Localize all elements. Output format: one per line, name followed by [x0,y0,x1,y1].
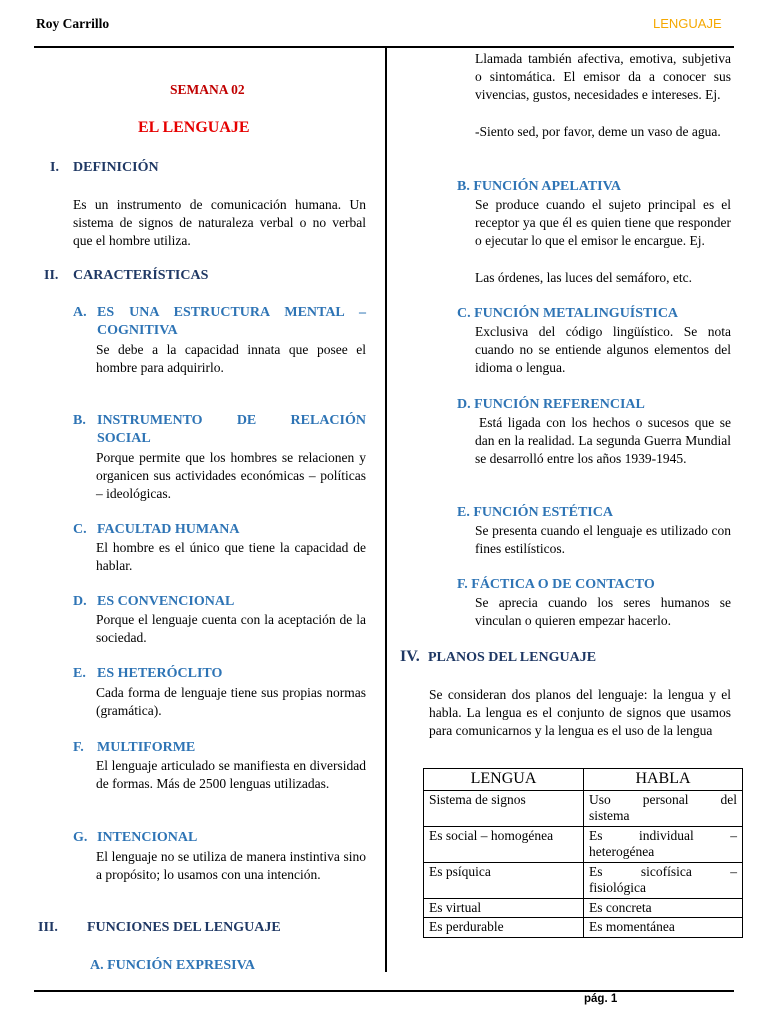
cell-line: sistema [589,808,630,823]
table-cell [584,790,743,826]
characteristic-g-text: El lenguaje no se utiliza de manera instintiva sino a propósito; lo usamos con una intención. [96,849,366,883]
cell-line: Uso personal del [589,791,737,807]
characteristic-d-text: Porque el lenguaje cuenta con la aceptación de la sociedad. [96,612,366,646]
cell-line: fisiológica [589,880,646,895]
table-cell [584,826,743,862]
characteristic-a-text: Se debe a la capacidad innata que posee el hombre para adquirirlo. [96,342,366,376]
item-letter: E. [73,666,86,681]
item-title-line: SOCIAL [97,431,151,446]
table-cell: Es psíquica [424,862,584,898]
header-rule [34,46,734,48]
section-number: I. [50,160,59,175]
characteristic-b-text: Porque permite que los hombres se relacionen y organicen sus actividades económicas – políticas – ideológicas. [96,450,366,502]
page-number: pág. 1 [584,993,618,1005]
item-title-line: COGNITIVA [97,323,178,338]
table-cell: Es virtual [424,898,584,918]
definition-text: Es un instrumento de comunicación humana. Un sistema de signos de naturaleza verbal o no verbal que el hombre utiliza. [73,197,366,249]
function-a-text: Llamada también afectiva, emotiva, subjetiva o sintomática. El emisor da a conocer sus vivencias, gustos, necesidades e intereses. Ej. [475,51,731,103]
cell-line: Es individual – [589,827,737,843]
table-header-row [424,769,743,791]
item-letter: C. [73,522,87,537]
item-title: FACULTAD HUMANA [97,522,240,537]
cell-line: Es sicofísica – [589,863,737,879]
function-c-text: Exclusiva del código lingüístico. Se nota cuando no se entiende algunos elementos del idioma o lengua. [475,324,731,376]
item-title: ES HETERÓCLITO [97,666,223,681]
table-cell [584,862,743,898]
section-title: PLANOS DEL LENGUAJE [428,650,597,665]
characteristic-f-text: El lenguaje articulado se manifiesta en diversidad de formas. Más de 2500 lenguas utilizadas. [96,758,366,792]
function-d-heading: D. FUNCIÓN REFERENCIAL [457,397,645,412]
footer-rule [34,990,734,992]
characteristic-e-text: Cada forma de lenguaje tiene sus propias normas (gramática). [96,685,366,719]
table-cell: Es concreta [584,898,743,918]
column-divider [385,48,387,972]
function-d-text: Está ligada con los hechos o sucesos que se dan en la realidad. La segunda Guerra Mundial se desarrolló entre los años 1939-1945. [475,415,731,467]
item-title-line: INSTRUMENTO DE RELACIÓN [97,413,366,428]
section-title: CARACTERÍSTICAS [73,268,209,283]
item-letter: D. [73,594,87,609]
cell-line: heterogénea [589,844,655,859]
item-letter: F. [73,740,84,755]
page-title: EL LENGUAJE [138,119,250,136]
table-row [424,898,743,918]
table-row [424,918,743,938]
section-number: III. [38,920,58,935]
function-b-heading: B. FUNCIÓN APELATIVA [457,179,622,194]
table-row [424,826,743,862]
item-letter: B. [73,413,86,428]
table-cell: Es perdurable [424,918,584,938]
planos-table [423,768,743,938]
week-label: SEMANA 02 [170,82,245,97]
item-letter: G. [73,830,88,845]
item-title: ES CONVENCIONAL [97,594,235,609]
function-f-text: Se aprecia cuando los seres humanos se vinculan o quieren empezar hacerlo. [475,595,731,629]
planos-text: Se consideran dos planos del lenguaje: la lengua y el habla. La lengua es el conjunto de signos que usamos para comunicarnos y la lengua es el uso de la lengua [429,687,731,739]
function-a-example: -Siento sed, por favor, deme un vaso de agua. [475,124,721,139]
table-row [424,862,743,898]
table-row [424,790,743,826]
table-cell: Sistema de signos [424,790,584,826]
item-title: MULTIFORME [97,740,196,755]
section-number: II. [44,268,59,283]
function-f-heading: F. FÁCTICA O DE CONTACTO [457,577,655,592]
function-e-heading: E. FUNCIÓN ESTÉTICA [457,505,613,520]
header-author: Roy Carrillo [36,16,110,31]
header-subject: LENGUAJE [653,16,722,31]
section-title: DEFINICIÓN [73,160,159,175]
table-cell: Es social – homogénea [424,826,584,862]
function-b-example: Las órdenes, las luces del semáforo, etc. [475,270,693,285]
characteristic-c-text: El hombre es el único que tiene la capacidad de hablar. [96,540,366,574]
function-c-heading: C. FUNCIÓN METALINGUÍSTICA [457,306,679,321]
table-header-cell: HABLA [584,769,743,791]
function-a-heading: A. FUNCIÓN EXPRESIVA [90,958,256,973]
section-number: IV. [400,648,420,665]
function-b-text: Se produce cuando el sujeto principal es el receptor ya que él es quien tiene que responder o ejecutar lo que el emisor le encargue. Ej. [475,197,731,249]
item-title-line: ES UNA ESTRUCTURA MENTAL – [97,305,366,320]
table-header-cell: LENGUA [424,769,584,791]
item-title: INTENCIONAL [97,830,198,845]
item-letter: A. [73,305,87,320]
function-e-text: Se presenta cuando el lenguaje es utilizado con fines estilísticos. [475,523,731,557]
table-cell: Es momentánea [584,918,743,938]
section-title: FUNCIONES DEL LENGUAJE [87,920,281,935]
